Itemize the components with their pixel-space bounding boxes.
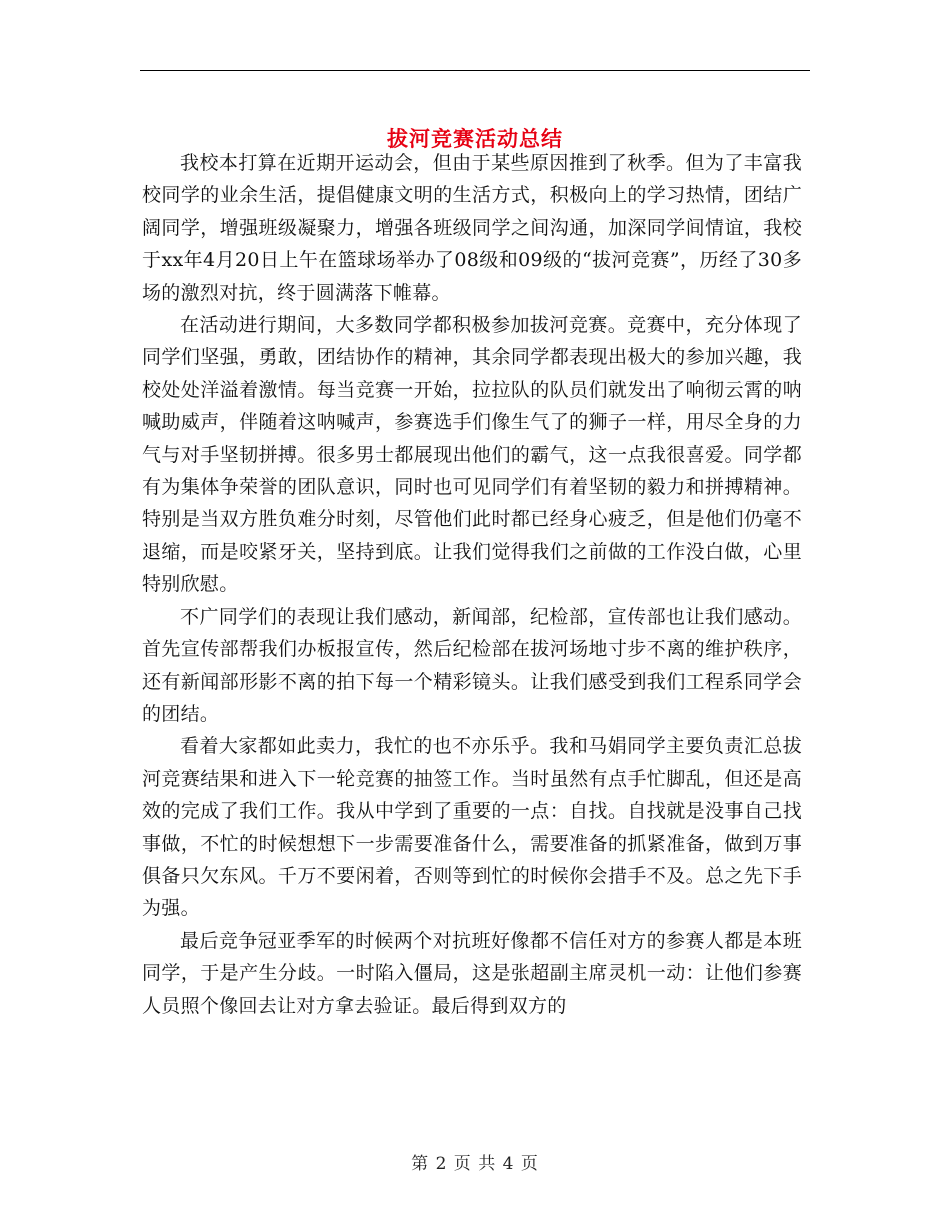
paragraph-4: 看着大家都如此卖力，我忙的也不亦乐乎。我和马娟同学主要负责汇总拔河竞赛结果和进入下一轮竞赛的抽签工作。当时虽然有点手忙脚乱，但还是高效的完成了我们工作。我从中学到了重要的一点：自找。自找就是没事自己找事做，不忙的时候想想下一步需要准备什么，需要准备的抓紧准备，做到万事俱备只欠东风。千万不要闲着，否则等到忙的时候你会措手不及。总之先下手为强。 [142,735,802,920]
paragraph-2: 在活动进行期间，大多数同学都积极参加拔河竞赛。竞赛中，充分体现了同学们坚强，勇敢，团结协作的精神，其余同学都表现出极大的参加兴趣，我校处处洋溢着激情。每当竞赛一开始，拉拉队的队员们就发出了响彻云霄的呐喊助威声，伴随着这呐喊声，参赛选手们像生气了的狮子一样，用尽全身的力气与对手坚韧拼搏。很多男士都展现出他们的霸气，这一点我很喜爱。同学都有为集体争荣誉的团队意识，同时也可见同学们有着坚韧的毅力和拼搏精神。特别是当双方胜负难分时刻，尽管他们此时都已经身心疲乏，但是他们仍毫不退缩，而是咬紧牙关，坚持到底。让我们觉得我们之前做的工作没白做，心里特别欣慰。 [142,314,802,596]
paragraph-3: 不广同学们的表现让我们感动，新闻部，纪检部，宣传部也让我们感动。首先宣传部帮我们办板报宣传，然后纪检部在拔河场地寸步不离的维护秩序，还有新闻部形影不离的拍下每一个精彩镜头。让我们感受到我们工程系同学会的团结。 [142,605,802,725]
header-rule [140,70,810,71]
paragraph-5: 最后竞争冠亚季军的时候两个对抗班好像都不信任对方的参赛人都是本班同学，于是产生分歧。一时陷入僵局，这是张超副主席灵机一动：让他们参赛人员照个像回去让对方拿去验证。最后得到双方的 [142,929,802,1017]
document-body [142,147,802,1022]
paragraph-1: 我校本打算在近期开运动会，但由于某些原因推到了秋季。但为了丰富我校同学的业余生活，提倡健康文明的生活方式，积极向上的学习热情，团结广阔同学，增强班级凝聚力，增强各班级同学之间沟通，加深同学间情谊，我校于xx年4月20日上午在篮球场举办了08级和09级的“拔河竞赛”，历经了30多场的激烈对抗，终于圆满落下帷幕。 [142,152,802,304]
document-title: 拔河竞赛活动总结 [387,126,563,152]
page-number-footer: 第 2 页 共 4 页 [411,1154,539,1174]
